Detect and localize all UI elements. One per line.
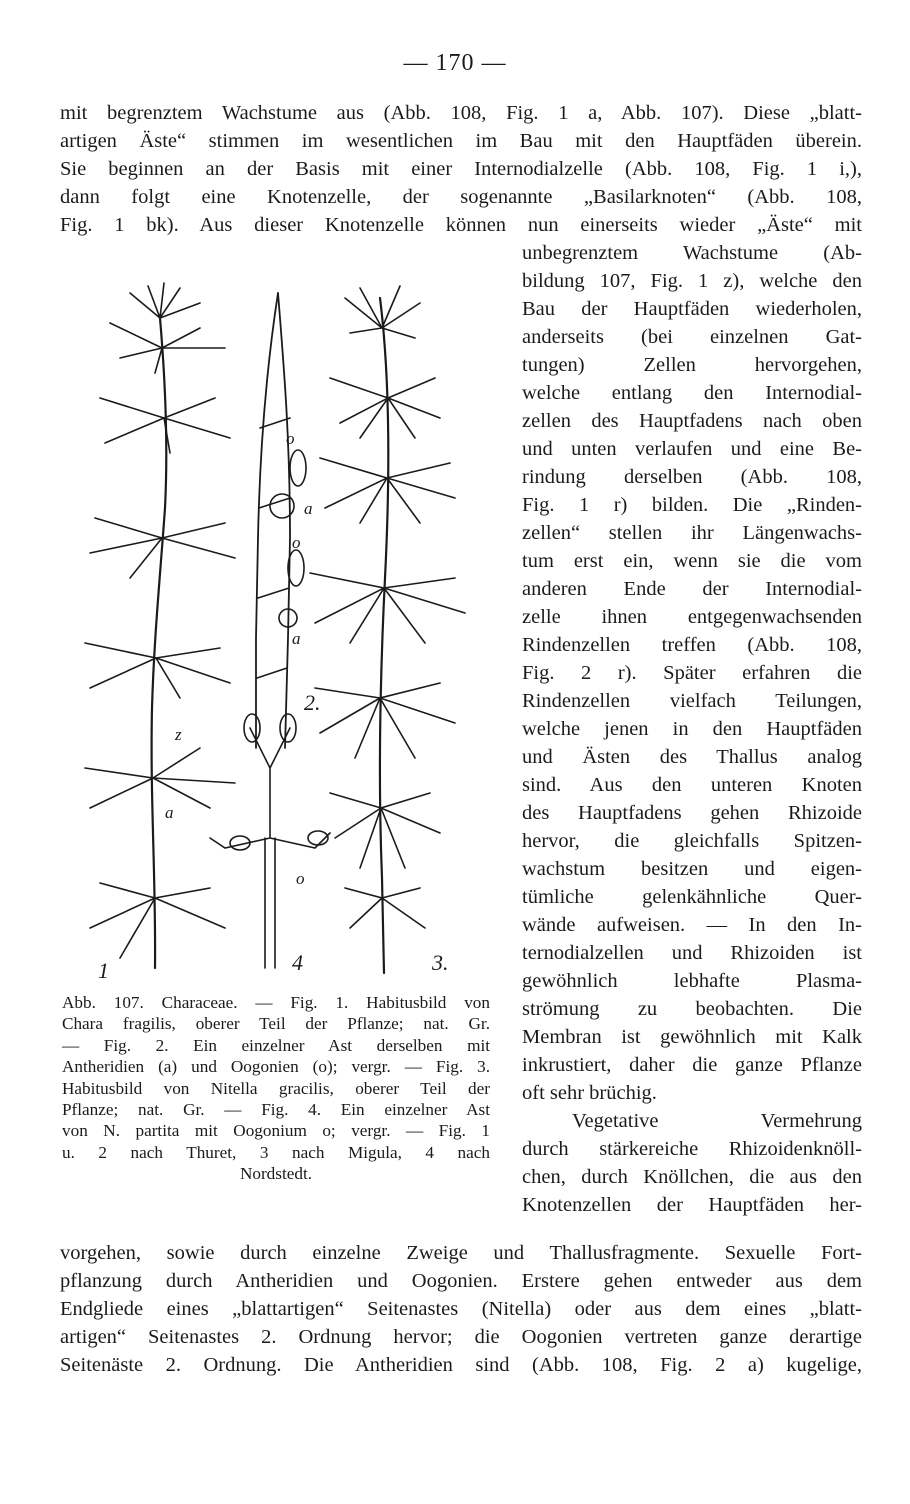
characeae-figure [60, 278, 500, 988]
right-column-line: strömung zu beobachten. Die [522, 998, 862, 1020]
right-column-line: tungen) Zellen hervorgehen, [522, 354, 862, 376]
right-column-line: des Hauptfadens gehen Rhizoide [522, 802, 862, 824]
text-line: Sie beginnen an der Basis mit einer Internodialzelle (Abb. 108, Fig. 1 i,), [60, 158, 862, 180]
label-a-lower: a [292, 629, 301, 648]
right-column-line: wachstum besitzen und eigen- [522, 858, 862, 880]
right-column-line: Knotenzellen der Hauptfäden her- [522, 1194, 862, 1216]
label-o-upper: o [286, 429, 295, 448]
text-line: artigen Äste“ stimmen im wesentlichen im Bau mit den Hauptfäden überein. [60, 130, 862, 152]
right-column-line: Rindenzellen vielfach Teilungen, [522, 690, 862, 712]
right-column-line: Membran ist gewöhnlich mit Kalk [522, 1026, 862, 1048]
right-column-line: zellen des Hauptfadens nach oben [522, 410, 862, 432]
text-line: vorgehen, sowie durch einzelne Zweige und Thallusfragmente. Sexuelle Fort- [60, 1242, 862, 1264]
right-column-line: welche entlang den Internodial- [522, 382, 862, 404]
right-column-line: bildung 107, Fig. 1 z), welche den [522, 270, 862, 292]
caption-line: — Fig. 2. Ein einzelner Ast derselben mit [62, 1036, 490, 1055]
right-column-line: Fig. 2 r). Später erfahren die [522, 662, 862, 684]
right-column-line: Fig. 1 r) bilden. Die „Rinden- [522, 494, 862, 516]
right-column-line: anderen Ende der Internodial- [522, 578, 862, 600]
fig3-label: 3. [432, 950, 449, 975]
right-column-line: und Ästen des Thallus analog [522, 746, 862, 768]
right-column-line: welche jenen in den Hauptfäden [522, 718, 862, 740]
label-o-fig4: o [296, 869, 305, 888]
right-column-line: sind. Aus den unteren Knoten [522, 774, 862, 796]
right-column-line: tümliche gelenkähnliche Quer- [522, 886, 862, 908]
caption-line: Antheridien (a) und Oogonien (o); vergr. — Fig. 3. [62, 1057, 490, 1076]
right-column-line: gewöhnlich lebhafte Plasma- [522, 970, 862, 992]
right-column-line: ternodialzellen und Rhizoiden ist [522, 942, 862, 964]
text-line: Endgliede eines „blattartigen“ Seitenastes (Nitella) oder aus dem eines „blatt- [60, 1298, 862, 1320]
right-column-line: rindung derselben (Abb. 108, [522, 466, 862, 488]
page-number: — 170 — [403, 50, 507, 76]
right-column-line: Vegetative Vermehrung [572, 1110, 862, 1132]
text-line: Seitenäste 2. Ordnung. Die Antheridien sind (Abb. 108, Fig. 2 a) kugelige, [60, 1354, 862, 1376]
caption-line: Chara fragilis, oberer Teil der Pflanze; nat. Gr. [62, 1014, 490, 1033]
right-column-line: durch stärkereiche Rhizoidenknöll- [522, 1138, 862, 1160]
label-a-upper: a [304, 499, 313, 518]
right-column-line: chen, durch Knöllchen, die aus den [522, 1166, 862, 1188]
caption-line: Abb. 107. Characeae. — Fig. 1. Habitusbild von [62, 993, 490, 1012]
label-o-middle: o [292, 533, 301, 552]
right-column-line: wände aufweisen. — In den In- [522, 914, 862, 936]
right-column-line: oft sehr brüchig. [522, 1082, 657, 1104]
fig1-label: 1 [98, 958, 109, 983]
right-column-line: inkrustiert, daher die ganze Pflanze [522, 1054, 862, 1076]
caption-line: von N. partita mit Oogonium o; vergr. — Fig. 1 [62, 1121, 490, 1140]
right-column-line: hervor, die gleichfalls Spitzen- [522, 830, 862, 852]
right-column-line: zellen“ stellen ihr Längenwachs- [522, 522, 862, 544]
fig4-label: 4 [292, 950, 303, 975]
right-column-line: unbegrenztem Wachstume (Ab- [522, 242, 862, 264]
right-column-line: anderseits (bei einzelnen Gat- [522, 326, 862, 348]
caption-line: Pflanze; nat. Gr. — Fig. 4. Ein einzelner Ast [62, 1100, 490, 1119]
right-column-line: und unten verlaufen und eine Be- [522, 438, 862, 460]
text-line: mit begrenztem Wachstume aus (Abb. 108, Fig. 1 a, Abb. 107). Diese „blatt- [60, 102, 862, 124]
text-line: artigen“ Seitenastes 2. Ordnung hervor; die Oogonien vertreten ganze derartige [60, 1326, 862, 1348]
label-z: z [175, 725, 182, 744]
text-line: dann folgt eine Knotenzelle, der sogenannte „Basilarknoten“ (Abb. 108, [60, 186, 862, 208]
right-column-line: Rindenzellen treffen (Abb. 108, [522, 634, 862, 656]
caption-line: u. 2 nach Thuret, 3 nach Migula, 4 nach [62, 1143, 490, 1162]
right-column-line: Bau der Hauptfäden wiederholen, [522, 298, 862, 320]
caption-line: Habitusbild von Nitella gracilis, oberer Teil der [62, 1079, 490, 1098]
text-line: Fig. 1 bk). Aus dieser Knotenzelle können nun einerseits wieder „Äste“ mit [60, 214, 862, 236]
plant-illustration [60, 278, 500, 988]
caption-line: Nordstedt. [239, 1164, 313, 1183]
right-column-line: tum erst ein, wenn sie die vom [522, 550, 862, 572]
right-column-line: zelle ihnen entgegenwachsenden [522, 606, 862, 628]
label-a-fig1: a [165, 803, 174, 822]
fig1-whorls [85, 283, 235, 958]
text-line: pflanzung durch Antheridien und Oogonien. Erstere gehen entweder aus dem [60, 1270, 862, 1292]
fig2-label: 2. [304, 690, 321, 715]
